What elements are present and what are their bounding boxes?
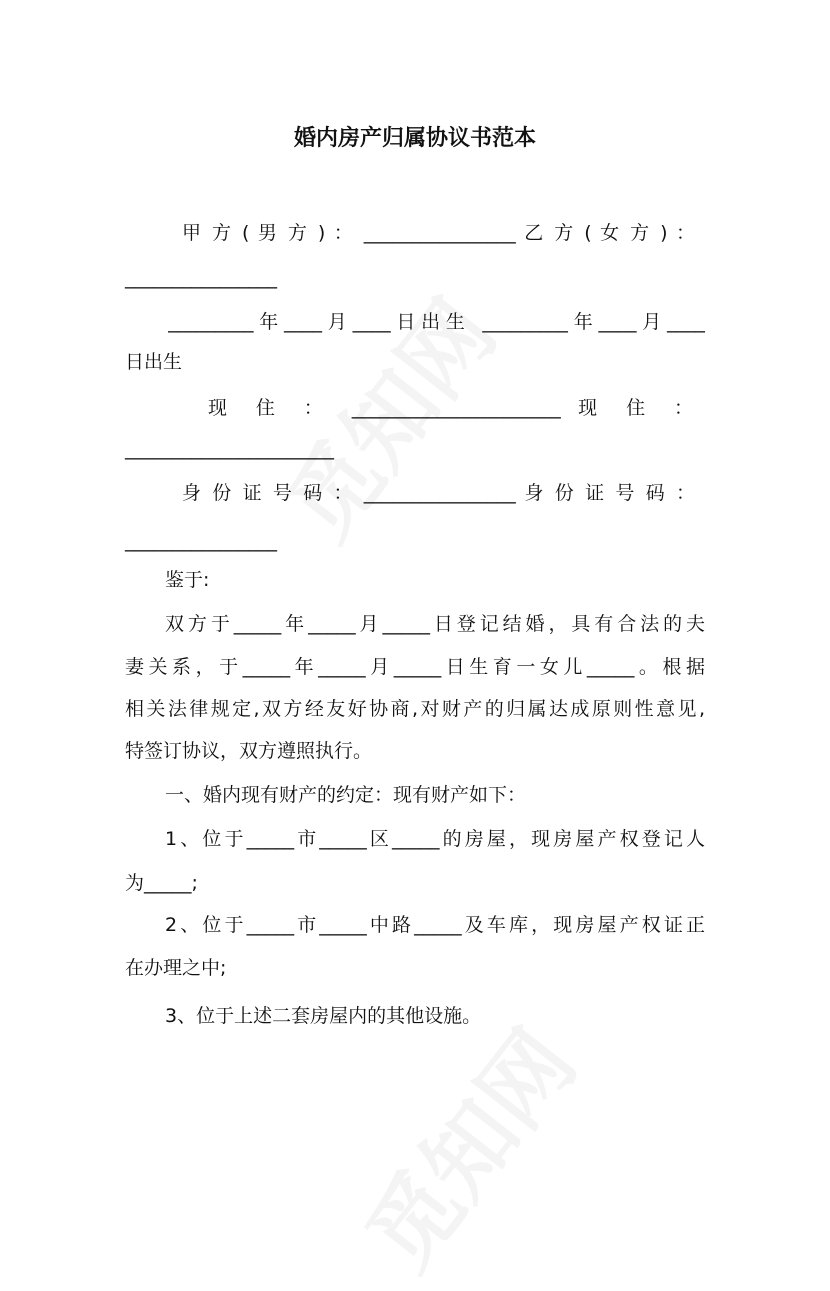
address-cont: ______________________ <box>125 438 334 460</box>
list-item: 3、位于上述二套房屋内的其他设施。 <box>165 1005 482 1027</box>
list-item-cont: 在办理之中; <box>125 957 227 979</box>
paragraph-line: 双方于_____年_____月_____日登记结婚，具有合法的夫 <box>165 613 705 635</box>
document-title: 婚内房产归属协议书范本 <box>293 126 536 151</box>
watermark-bottom <box>331 999 600 1291</box>
paragraph-line: 相关法律规定,双方经友好协商,对财产的归属达成原则性意见, <box>125 698 705 720</box>
id-cont: ________________ <box>125 530 277 552</box>
section-heading: 一、婚内现有财产的约定：现有财产如下： <box>165 784 527 806</box>
birth-cont: 日出生 <box>125 351 183 373</box>
list-item-cont: 为_____; <box>125 872 198 894</box>
list-item: 1、位于_____市_____区_____的房屋，现房屋产权登记人 <box>165 828 705 850</box>
address-line: 现 住 ： ______________________ 现 住 ： <box>208 397 693 419</box>
paragraph-line: 特签订协议，双方遵照执行。 <box>125 740 373 762</box>
whereas-heading: 鉴于: <box>165 569 210 591</box>
list-item: 2、位于_____市_____中路_____及车库，现房屋产权证正 <box>165 914 705 936</box>
id-line: 身 份 证 号 码 ： ________________ 身 份 证 号 码 ： <box>182 482 695 504</box>
party-names-cont: ________________ <box>125 267 277 289</box>
birth-line: _________年____月____日出生 _________年____月____ <box>168 311 705 333</box>
party-names-line: 甲 方 ( 男 方 ) ： ________________ 乙 方 ( 女 方 ) ： <box>182 222 695 244</box>
paragraph-line: 妻关系，于_____年_____月_____日生育一女儿_____。根据 <box>125 656 705 678</box>
